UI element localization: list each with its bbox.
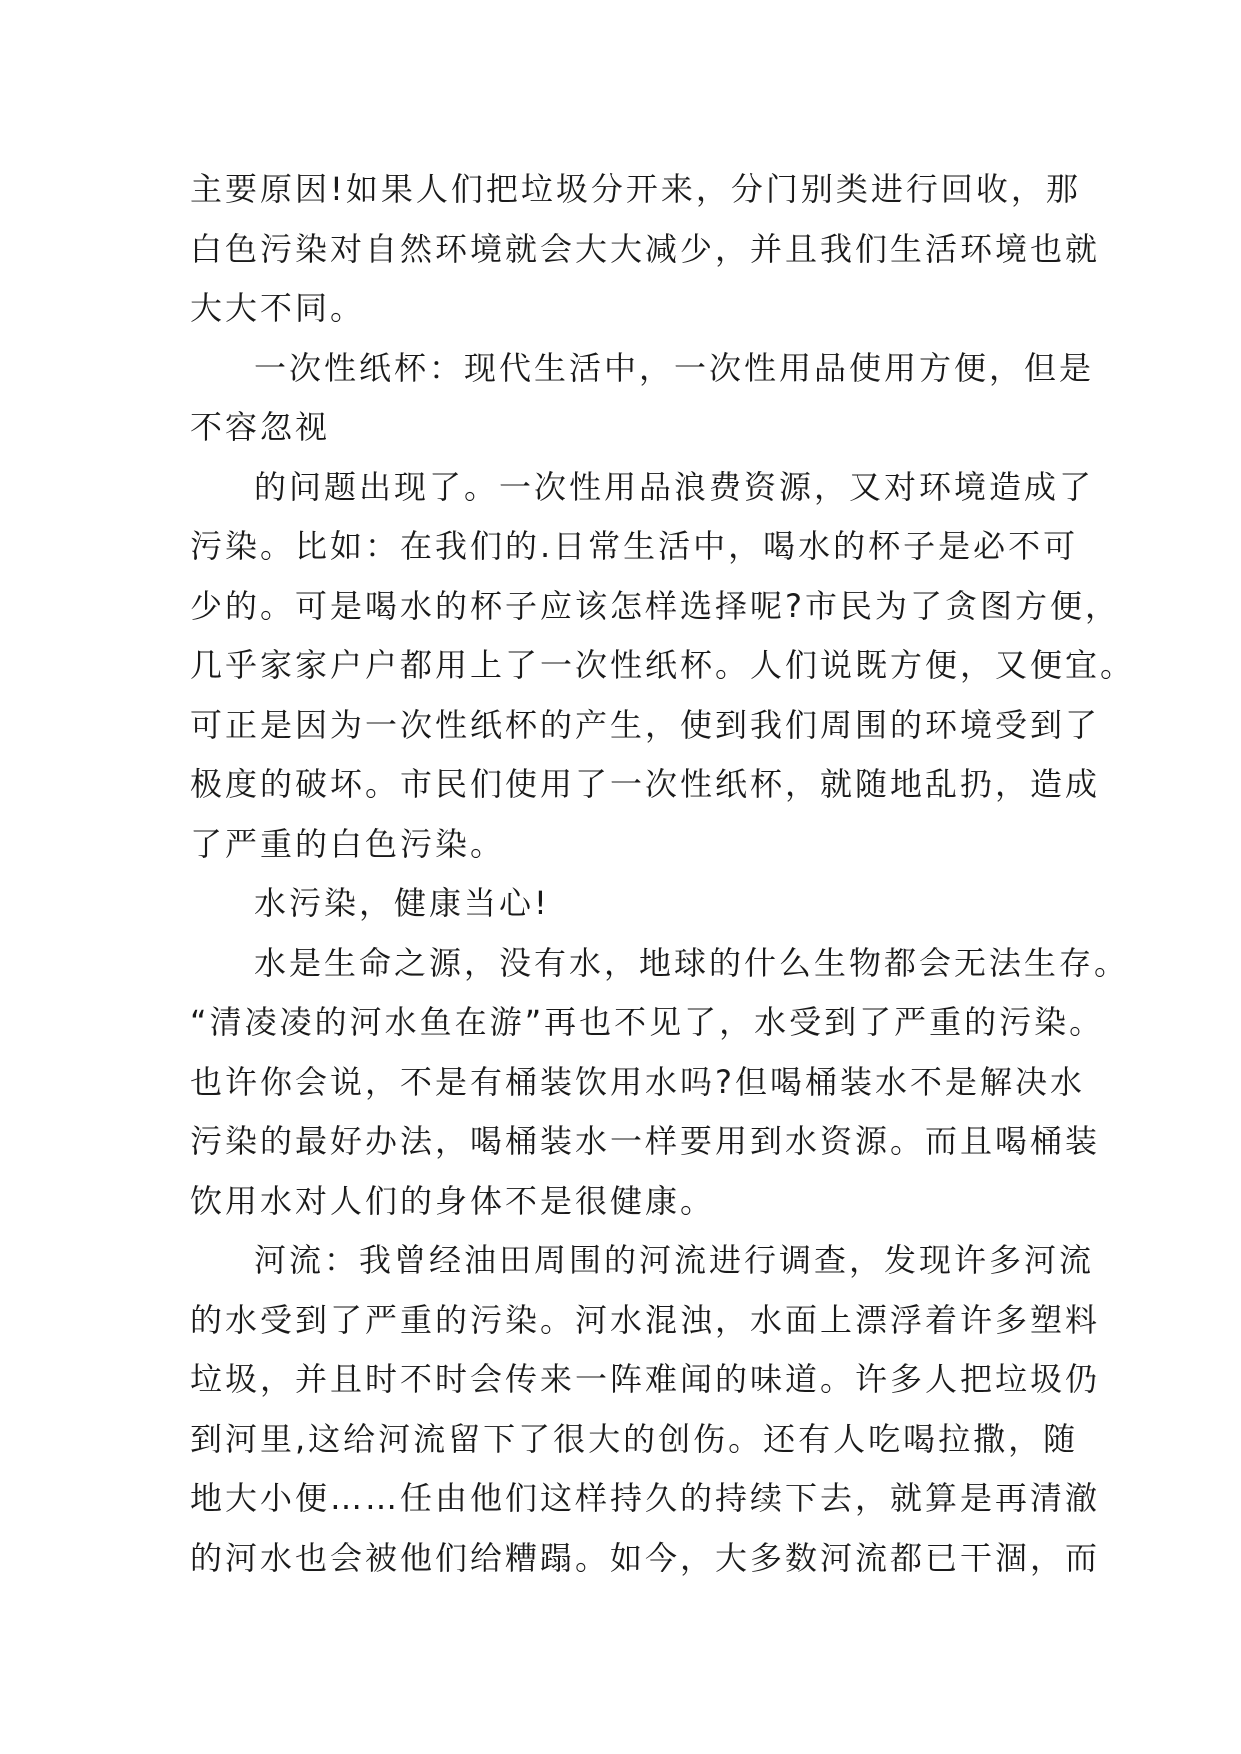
text-line: 几乎家家户户都用上了一次性纸杯。人们说既方便，又便宜。 <box>190 646 1136 684</box>
text-line: 垃圾，并且时不时会传来一阵难闻的味道。许多人把垃圾仍 <box>190 1360 1101 1398</box>
body-text <box>190 160 1136 1588</box>
text-line: 也许你会说，不是有桶装饮用水吗?但喝桶装水不是解决水 <box>190 1062 1085 1101</box>
text-line: 主要原因!如果人们把垃圾分开来，分门别类进行回收，那 <box>190 170 1081 208</box>
text-line: 的问题出现了。一次性用品浪费资源，又对环境造成了 <box>254 467 1095 506</box>
text-line: 污染的最好办法，喝桶装水一样要用到水资源。而且喝桶装 <box>190 1122 1101 1160</box>
text-line: “清凌凌的河水鱼在游”再也不见了，水受到了严重的污染。 <box>190 1003 1105 1041</box>
text-line: 水是生命之源，没有水，地球的什么生物都会无法生存。 <box>254 943 1130 982</box>
text-line: 河流：我曾经油田周围的河流进行调查，发现许多河流 <box>254 1241 1095 1279</box>
text-line: 到河里,这给河流留下了很大的创伤。还有人吃喝拉撒，随 <box>190 1419 1079 1458</box>
text-line: 极度的破坏。市民们使用了一次性纸杯，就随地乱扔，造成 <box>190 765 1101 803</box>
text-line: 一次性纸杯：现代生活中，一次性用品使用方便，但是 <box>254 348 1095 387</box>
text-line: 了严重的白色污染。 <box>190 824 506 863</box>
text-line: 白色污染对自然环境就会大大减少，并且我们生活环境也就 <box>190 229 1101 268</box>
text-line: 不容忽视 <box>190 408 331 446</box>
text-line: 水污染，健康当心! <box>254 884 550 922</box>
text-line: 饮用水对人们的身体不是很健康。 <box>190 1181 716 1220</box>
text-line: 少的。可是喝水的杯子应该怎样选择呢?市民为了贪图方便， <box>190 586 1120 625</box>
text-line: 地大小便……任由他们这样持久的持续下去，就算是再清澈 <box>190 1479 1101 1517</box>
text-line: 大大不同。 <box>190 289 366 327</box>
text-line: 污染。比如：在我们的.日常生活中，喝水的杯子是必不可 <box>190 527 1079 565</box>
text-line: 的河水也会被他们给糟蹋。如今，大多数河流都已干涸，而 <box>190 1538 1101 1577</box>
text-line: 可正是因为一次性纸杯的产生，使到我们周围的环境受到了 <box>190 705 1101 744</box>
text-line: 的水受到了严重的污染。河水混浊，水面上漂浮着许多塑料 <box>190 1300 1101 1339</box>
